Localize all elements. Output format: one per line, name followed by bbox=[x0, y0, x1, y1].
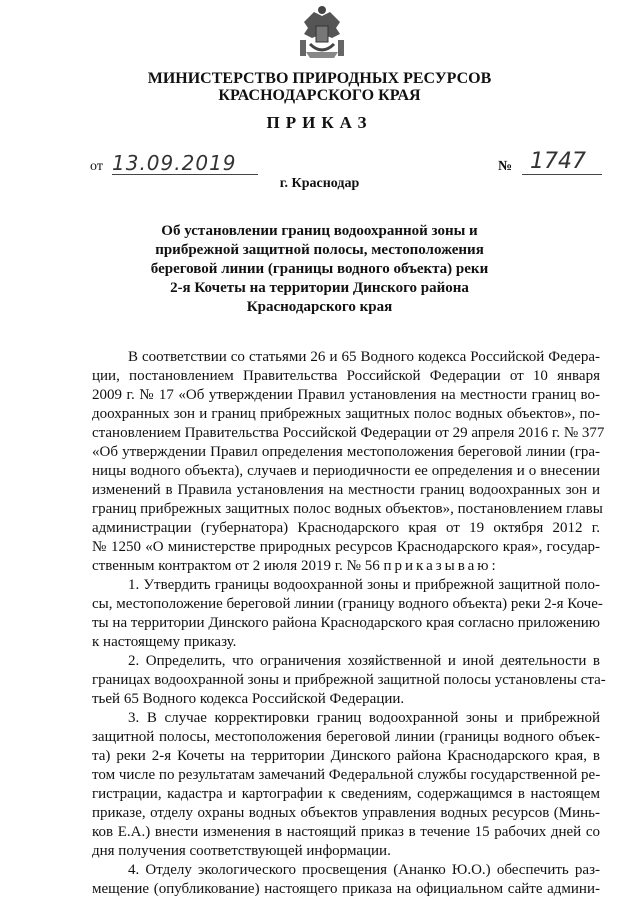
subject-line: береговой линии (границы водного объекта) реки bbox=[150, 261, 489, 277]
body-text-span: дня получения соответствующей информации. bbox=[92, 843, 391, 859]
body-text-line bbox=[92, 519, 600, 538]
body-text-line bbox=[92, 576, 600, 595]
body-text-line bbox=[92, 671, 606, 690]
body-text-line bbox=[92, 500, 603, 519]
number-label: № bbox=[498, 159, 513, 174]
body-text-span: 1. Утвердить границы водоохранной зоны и прибрежной защитной поло- bbox=[128, 577, 600, 593]
body-text-line bbox=[92, 880, 600, 899]
body-text-line bbox=[92, 652, 600, 671]
body-text-line bbox=[92, 690, 600, 709]
body-text-span: становлением Правительства Российской Федерации от 29 апреля 2016 г. № 377 bbox=[92, 425, 605, 441]
body-text-span: В соответствии со статьями 26 и 65 Водного кодекса Российской Федера- bbox=[128, 349, 600, 365]
handwritten-date: 13.09.2019 bbox=[112, 151, 237, 175]
body-text-span: ков Е.А.) внести изменения в настоящий приказ в течение 15 рабочих дней со bbox=[92, 824, 600, 840]
body-text-span: «Об утверждении Правил определения местоположения береговой линии (гра- bbox=[92, 444, 600, 460]
body-text-line bbox=[92, 633, 600, 652]
body-text-line bbox=[92, 405, 600, 424]
body-text-span: гистрации, кадастра и картографии к сведениям, содержащимся в настоящем bbox=[92, 786, 600, 802]
body-text-line bbox=[92, 842, 600, 861]
handwritten-number: 1747 bbox=[530, 149, 586, 174]
body-text-line bbox=[92, 728, 600, 747]
body-text-span: ственным контрактом от 2 июля 2019 г. № 56 bbox=[92, 558, 380, 574]
body-text-line bbox=[92, 443, 600, 462]
ministry-line-2: КРАСНОДАРСКОГО КРАЯ bbox=[218, 87, 421, 104]
body-text-line bbox=[92, 348, 600, 367]
body-text-span: ции, постановлением Правительства Российской Федерации от 10 января bbox=[92, 368, 600, 384]
body-text-line bbox=[92, 747, 600, 766]
body-text-span: том числе по результатам замечаний Федеральной службы государственной ре- bbox=[92, 767, 601, 783]
order-title: ПРИКАЗ bbox=[266, 113, 373, 132]
body-text-span: 3. В случае корректировки границ водоохранной зоны и прибрежной bbox=[128, 710, 600, 726]
body-text-span: 2. Определить, что ограничения хозяйственной и иной деятельности в bbox=[128, 653, 600, 669]
body-text-line bbox=[92, 424, 605, 443]
body-text-line bbox=[92, 367, 600, 386]
ministry-name bbox=[0, 70, 639, 104]
body-text-line bbox=[92, 785, 600, 804]
spaced-verb: приказываю: bbox=[383, 558, 499, 574]
body-text-span: изменений в Правила установления на местности границ водоохранных зон и bbox=[92, 482, 600, 498]
body-text-line bbox=[92, 481, 600, 500]
subject-line: прибрежной защитной полосы, местоположения bbox=[155, 242, 484, 258]
body-text-span: к настоящему приказу. bbox=[92, 634, 237, 650]
subject-line: 2-я Кочеты на территории Динского района bbox=[170, 280, 469, 296]
body-text-line bbox=[92, 804, 600, 823]
body-text-line bbox=[92, 462, 600, 481]
from-label: от bbox=[90, 159, 103, 174]
body-text-line bbox=[92, 386, 600, 405]
city: г. Краснодар bbox=[279, 176, 360, 191]
body-text-span: границах водоохранной зоны и прибрежной защитной полосы установлены ста- bbox=[92, 672, 606, 688]
subject-line: Об установлении границ водоохранной зоны и bbox=[161, 223, 478, 239]
body-text-span: администрации (губернатора) Краснодарского края от 19 октября 2012 г. bbox=[92, 520, 600, 536]
order-subject bbox=[0, 222, 639, 317]
body-text-line bbox=[92, 766, 600, 785]
number-underline bbox=[522, 174, 602, 175]
body-text-span: та) реки 2-я Кочеты на территории Динского района Краснодарского края, в bbox=[92, 748, 600, 764]
body-text-line bbox=[92, 614, 600, 633]
subject-line: Краснодарского края bbox=[246, 299, 393, 315]
date-underline bbox=[112, 174, 258, 175]
body-text-span: 2009 г. № 17 «Об утверждении Правил установления на местности границ во- bbox=[92, 387, 600, 403]
body-text-span: 4. Отделу экологического просвещения (Ананко Ю.О.) обеспечить раз- bbox=[128, 862, 600, 878]
body-text-span: границ прибрежных защитных полос водных объектов», постановлением главы bbox=[92, 501, 603, 517]
body-text-span: ты на территории Динского района Краснодарского края согласно приложению bbox=[92, 615, 600, 631]
body-text-span: защитной полосы, местоположения береговой линии (границы водного объек- bbox=[92, 729, 600, 745]
body-text-line bbox=[92, 557, 600, 576]
body-text-span: ницы водного объекта), случаев и периодичности ее определения и о внесении bbox=[92, 463, 600, 479]
body-text-line bbox=[92, 823, 600, 842]
body-text-line bbox=[92, 861, 600, 880]
body-text-line bbox=[92, 538, 600, 557]
body-text-line bbox=[92, 595, 603, 614]
body-text-span: тьей 65 Водного кодекса Российской Федерации. bbox=[92, 691, 405, 707]
body-text-span: мещение (опубликование) настоящего приказа на официальном сайте админи- bbox=[92, 881, 600, 897]
ministry-line-1: МИНИСТЕРСТВО ПРИРОДНЫХ РЕСУРСОВ bbox=[147, 70, 492, 87]
body-text-span: № 1250 «О министерстве природных ресурсов Краснодарского края», государ- bbox=[92, 539, 600, 555]
order-body bbox=[92, 348, 606, 899]
body-text-span: доохранных зон и границ прибрежных защитных полос водных объектов», по- bbox=[92, 406, 600, 422]
body-text-span: сы, местоположение береговой линии (границу водного объекта) реки 2-я Коче- bbox=[92, 596, 603, 612]
coat-of-arms-emblem bbox=[296, 4, 348, 60]
body-text-line bbox=[92, 709, 600, 728]
body-text-span: приказе, отделу охраны водных объектов управления водных ресурсов (Минь- bbox=[92, 805, 600, 821]
